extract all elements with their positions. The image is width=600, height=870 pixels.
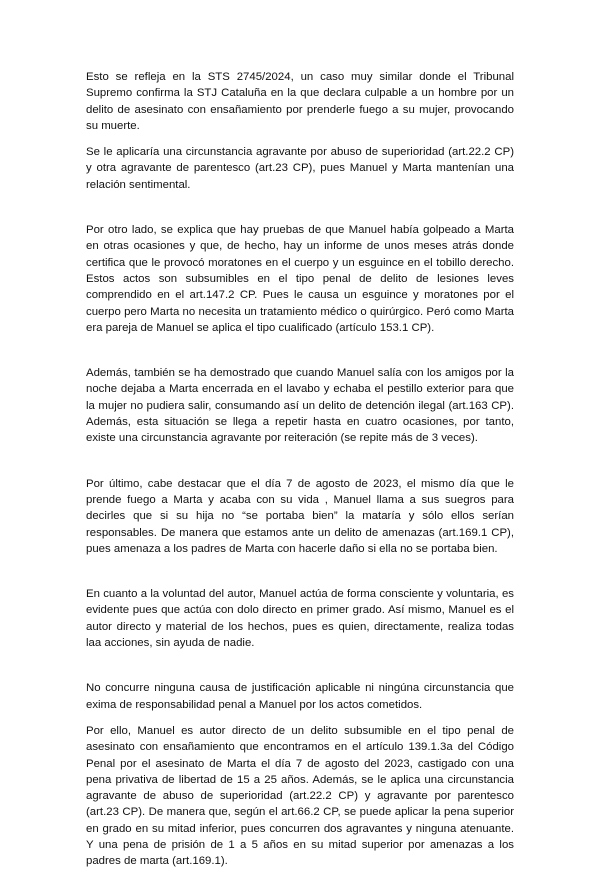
paragraph-conclusion: Por ello, Manuel es autor directo de un delito subsumible en el tipo penal de asesinato con ensañamiento que encontramos en el artículo 139.1.3a del Código Penal por el asesinato de Marta el día 7 de agosto del 2023, castigado con una pena privativa de libertad de 15 a 25 años. Además, se le aplica una circunstancia agravante de abuso de superioridad (art.22.2 CP) y agravante por parentesco (art.23 CP). De manera que, según el art.66.2 CP, se puede aplicar la pena superior en grado en su mitad inferior, pues concurren dos agravantes y ninguna atenuante. Y una pena de prisión de 1 a 5 años en su mitad superior por amenazas a los padres de marta (art.169.1). xyxy=(86,724,514,868)
paragraph-no-justification: No concurre ninguna causa de justificación aplicable ni ningúna circunstancia que exima de responsabilidad penal a Manuel por los actos cometidos. xyxy=(86,682,514,711)
paragraph-aggravating-circumstances: Se le aplicaría una circunstancia agravante por abuso de superioridad (art.22.2 CP) y otra agravante de parentesco (art.23 CP), pues Manuel y Marta mantenían una relación sentimental. xyxy=(86,146,514,191)
paragraph-injuries: Por otro lado, se explica que hay pruebas de que Manuel había golpeado a Marta en otras ocasiones y que, de hecho, hay un informe de unos meses atrás donde certifica que le provocó moratones en el cuerpo y un esguince en el tobillo derecho. Estos actos son subsumibles en el tipo penal de delito de lesiones leves comprendido en el art.147.2 CP. Pues le causa un esguince y moratones por el cuerpo pero Marta no necesita un tratamiento médico o quirúrgico. Peró como Marta era pareja de Manuel se aplica el tipo cualificado (artículo 153.1 CP). xyxy=(86,224,514,334)
document-body xyxy=(86,69,514,870)
paragraph-sts-reference: Esto se refleja en la STS 2745/2024, un caso muy similar donde el Tribunal Supremo confirma la STJ Cataluña en la que declara culpable a un hombre por un delito de asesinato con ensañamiento por prenderle fuego a su mujer, provocando su muerte. xyxy=(86,71,514,132)
paragraph-author-intent: En cuanto a la voluntad del autor, Manuel actúa de forma consciente y voluntaria, es evidente pues que actúa con dolo directo en primer grado. Así mismo, Manuel es el autor directo y material de los hechos, pues es quien, directamente, realiza todas laa acciones, sin ayuda de nadie. xyxy=(86,588,514,650)
paragraph-illegal-detention: Además, también se ha demostrado que cuando Manuel salía con los amigos por la noche dejaba a Marta encerrada en el lavabo y echaba el pestillo exterior para que la mujer no pudiera salir, consumando así un delito de detención ilegal (art.163 CP). Además, esta situación se llega a repetir hasta en cuatro ocasiones, por tanto, existe una circunstancia agravante por reiteración (se repite más de 3 veces). xyxy=(86,367,514,445)
paragraph-threats: Por último, cabe destacar que el día 7 de agosto de 2023, el mismo día que le prende fuego a Marta y acaba con su vida , Manuel llama a sus suegros para decirles que si su hija no “se portaba bien” la mataría y sólo ellos serían responsables. De manera que estamos ante un delito de amenazas (art.169.1 CP), pues amenaza a los padres de Marta con hacerle daño si ella no se portaba bien. xyxy=(86,477,514,555)
